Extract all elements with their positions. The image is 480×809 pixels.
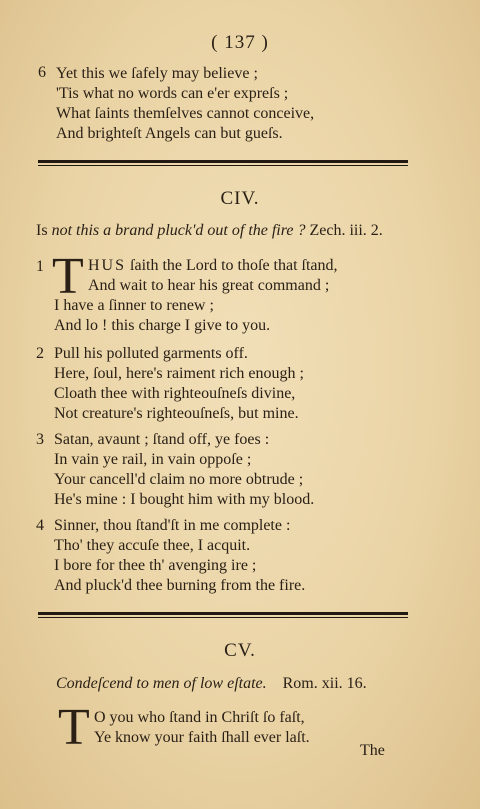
- verse-line: Yet this we ſafely may believe ;: [56, 65, 258, 82]
- stanza-6: [56, 64, 314, 144]
- verse-line: Satan, avaunt ; ſtand off, ye foes :: [54, 431, 270, 448]
- epigraph-text: not this a brand pluck'd out of the fire ?: [51, 222, 306, 239]
- section-rule-thin: [38, 617, 408, 618]
- verse-line: I have a ſinner to renew ;: [54, 297, 214, 314]
- stanza-1-first-lines: [88, 256, 338, 296]
- page-number: ( 137 ): [211, 32, 269, 53]
- drop-capital: T: [52, 248, 84, 305]
- epigraph-lead: Is: [36, 222, 48, 239]
- drop-capital: T: [58, 699, 90, 756]
- verse-line: Ye know your faith ſhall ever laſt.: [94, 729, 310, 746]
- section-rule: [38, 612, 408, 615]
- stanza-number: 4: [36, 517, 44, 534]
- verse-text: ſaith the Lord to thoſe that ſtand,: [130, 257, 338, 274]
- verse-line: And lo ! this charge I give to you.: [54, 317, 271, 334]
- stanza-2: [54, 344, 304, 424]
- stanza-number: 6: [38, 64, 46, 81]
- verse-line: Tho' they accuſe thee, I acquit.: [54, 537, 251, 554]
- verse-line: And brighteſt Angels can but gueſs.: [56, 125, 283, 142]
- verse-line: Not creature's righteouſneſs, but mine.: [54, 405, 299, 422]
- verse-line: Pull his polluted garments off.: [54, 345, 248, 362]
- stanza-3: [54, 430, 314, 510]
- verse-line: I bore for thee th' avenging ire ;: [54, 557, 257, 574]
- epigraph-reference: Zech. iii. 2.: [309, 222, 383, 239]
- section-rule-thin: [38, 165, 408, 166]
- verse-line: [88, 256, 338, 276]
- verse-line: And pluck'd thee burning from the fire.: [54, 577, 306, 594]
- section-rule: [38, 160, 408, 163]
- verse-line: In vain ye rail, in vain oppoſe ;: [54, 451, 252, 468]
- verse-line: And wait to hear his great command ;: [88, 277, 330, 294]
- verse-line: Cloath thee with righteouſneſs divine,: [54, 385, 296, 402]
- verse-line: Your cancell'd claim no more obtrude ;: [54, 471, 304, 488]
- verse-line: What ſaints themſelves cannot conceive,: [56, 105, 315, 122]
- small-caps-word: HUS: [88, 257, 127, 274]
- stanza-number: 3: [36, 431, 44, 448]
- hymn-cv-stanza: [94, 708, 310, 748]
- stanza-1-rest: [54, 296, 270, 336]
- epigraph-text: Condeſcend to men of low eſtate.: [56, 675, 267, 692]
- stanza-4: [54, 516, 305, 596]
- hymn-epigraph: [56, 675, 367, 693]
- hymn-title: CIV.: [220, 188, 260, 209]
- hymn-epigraph: [36, 222, 383, 240]
- verse-line: 'Tis what no words can e'er expreſs ;: [56, 85, 289, 102]
- stanza-number: 1: [36, 258, 44, 275]
- verse-line: Sinner, thou ſtand'ſt in me complete :: [54, 517, 291, 534]
- verse-line: O you who ſtand in Chriſt ſo faſt,: [94, 709, 305, 726]
- hymn-title: CV.: [224, 640, 256, 661]
- verse-line: Here, ſoul, here's raiment rich enough ;: [54, 365, 304, 382]
- catchword: The: [360, 742, 385, 759]
- stanza-number: 2: [36, 345, 44, 362]
- verse-line: He's mine : I bought him with my blood.: [54, 491, 315, 508]
- epigraph-reference: Rom. xii. 16.: [282, 675, 367, 692]
